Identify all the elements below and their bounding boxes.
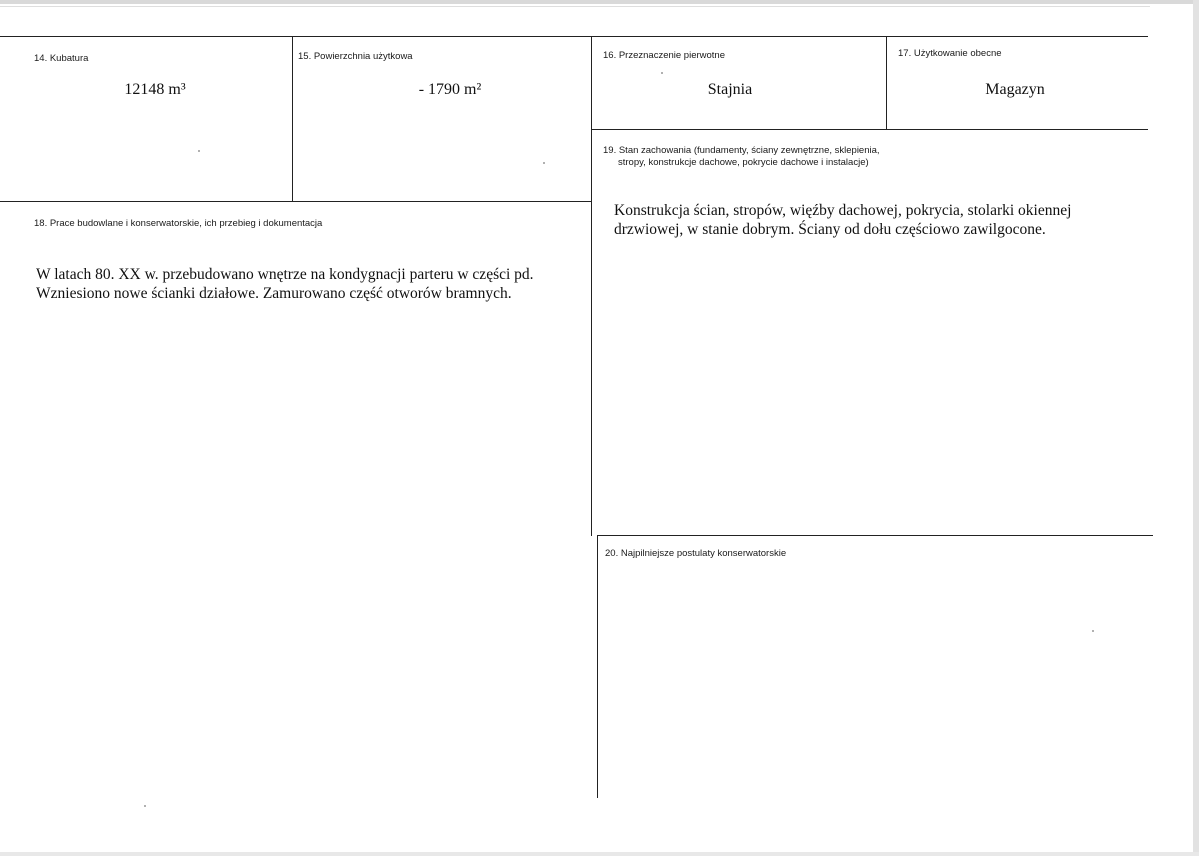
scan-speck (543, 162, 545, 164)
field-14-value: 12148 m³ (124, 81, 186, 98)
field-19-label-line2: stropy, konstrukcje dachowe, pokrycie dachowe i instalacje) (618, 157, 869, 168)
field-18-text-line2: Wzniesiono nowe ścianki działowe. Zamurowano część otworów bramnych. (36, 285, 512, 302)
divider-left-right-lower (597, 536, 598, 798)
field-19-text-line1: Konstrukcja ścian, stropów, więźby dachowej, pokrycia, stolarki okiennej (614, 202, 1072, 219)
field-18-text-line1: W latach 80. XX w. przebudowano wnętrze na kondygnacji parteru w części pd. (36, 266, 534, 283)
field-17-label: 17. Użytkowanie obecne (898, 48, 1002, 59)
page-edge-top (0, 0, 1199, 4)
scan-speck (144, 805, 146, 807)
scan-speck (661, 72, 663, 74)
field-15-value: - 1790 m² (418, 81, 482, 98)
field-16-label: 16. Przeznaczenie pierwotne (603, 50, 725, 61)
divider-16-17 (886, 36, 887, 130)
scan-artifact (0, 6, 1150, 17)
field-20-label: 20. Najpilniejsze postulaty konserwatorskie (605, 548, 787, 559)
scan-speck (198, 150, 200, 152)
page-edge-bottom (0, 852, 1199, 856)
field-15-label: 15. Powierzchnia użytkowa (298, 51, 413, 62)
field-14-label: 14. Kubatura (34, 53, 89, 64)
divider-19-20 (597, 535, 1153, 536)
page-edge-right (1193, 0, 1199, 856)
divider-left-right (591, 36, 592, 536)
field-19-text-line2: drzwiowej, w stanie dobrym. Ściany od dołu częściowo zawilgocone. (614, 221, 1046, 238)
field-16-value: Stajnia (707, 81, 753, 98)
divider-14-15 (292, 36, 293, 202)
divider-left-row (0, 201, 592, 202)
form-top-border (0, 36, 1148, 37)
field-17-value: Magazyn (985, 81, 1045, 98)
field-19-label-line1: 19. Stan zachowania (fundamenty, ściany zewnętrzne, sklepienia, (603, 145, 880, 156)
field-18-label: 18. Prace budowlane i konserwatorskie, ich przebieg i dokumentacja (34, 218, 323, 229)
divider-top-right-row (591, 129, 1148, 130)
scan-speck (1092, 630, 1094, 632)
